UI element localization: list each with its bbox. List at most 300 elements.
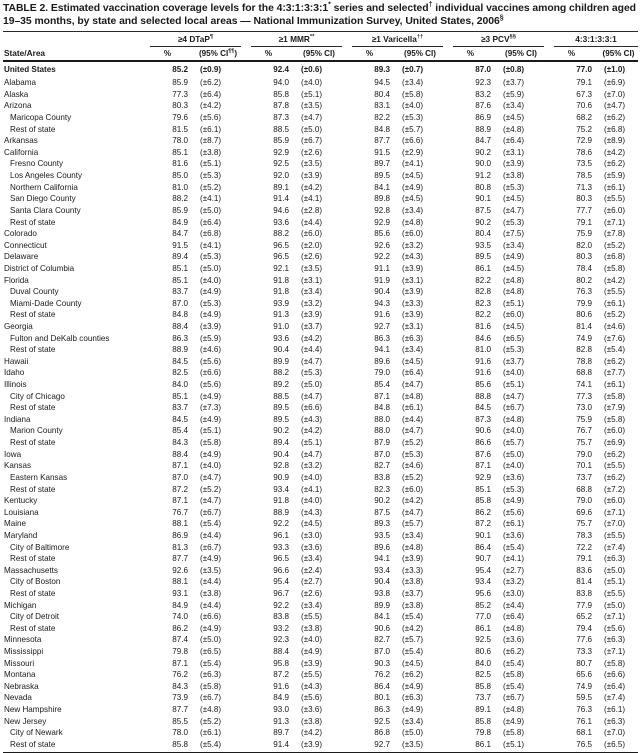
coverage-percent: 90.0 (475, 159, 491, 169)
area-name: Florida (4, 275, 29, 285)
coverage-percent: 73.0 (576, 403, 592, 413)
confidence-interval: (±3.3) (402, 298, 424, 308)
coverage-percent: 87.5 (475, 205, 491, 215)
coverage-percent: 84.9 (273, 693, 289, 703)
coverage-percent: 89.1 (475, 705, 491, 715)
coverage-percent: 87.0 (374, 647, 390, 657)
confidence-interval: (±3.6) (503, 472, 525, 482)
confidence-interval: (±4.8) (503, 623, 525, 633)
coverage-percent: 85.4 (374, 380, 390, 390)
area-name: Los Angeles County (10, 171, 82, 181)
confidence-interval: (±6.2) (604, 472, 626, 482)
area-name: Louisiana (4, 507, 39, 517)
confidence-interval: (±2.8) (301, 205, 323, 215)
coverage-percent: 89.5 (273, 403, 289, 413)
table-row (3, 565, 638, 577)
coverage-percent: 87.7 (374, 136, 390, 146)
title-footnote-marker: * (328, 1, 331, 9)
confidence-interval: (±4.0) (200, 461, 222, 471)
confidence-interval: (±4.9) (200, 287, 222, 297)
header-top-rule (3, 31, 638, 32)
confidence-interval: (±3.4) (301, 287, 323, 297)
coverage-percent: 87.2 (172, 484, 188, 494)
confidence-interval: (±3.9) (402, 287, 424, 297)
confidence-interval: (±6.4) (503, 136, 525, 146)
confidence-interval: (±5.6) (200, 356, 222, 366)
coverage-percent: 92.8 (273, 461, 289, 471)
table-row (3, 716, 638, 728)
confidence-interval: (±3.5) (301, 159, 323, 169)
coverage-percent: 80.7 (576, 658, 592, 668)
table-row (3, 507, 638, 519)
coverage-percent: 79.4 (576, 623, 592, 633)
confidence-interval: (±7.0) (604, 519, 626, 529)
coverage-percent: 92.4 (273, 64, 289, 74)
confidence-interval: (±5.4) (604, 345, 626, 355)
confidence-interval: (±6.2) (604, 159, 626, 169)
coverage-percent: 83.1 (374, 101, 390, 111)
coverage-percent: 83.6 (576, 565, 592, 575)
confidence-interval: (±3.0) (301, 530, 323, 540)
confidence-interval: (±4.1) (301, 484, 323, 494)
confidence-interval: (±5.5) (604, 530, 626, 540)
confidence-interval: (±4.2) (604, 275, 626, 285)
coverage-percent: 78.6 (576, 147, 592, 157)
confidence-interval: (±6.0) (402, 229, 424, 239)
coverage-percent: 93.5 (475, 240, 491, 250)
column-group-header (448, 34, 549, 47)
confidence-interval: (±5.1) (200, 159, 222, 169)
confidence-interval: (±4.6) (604, 321, 626, 331)
table-row (3, 100, 638, 112)
table-row (3, 309, 638, 321)
coverage-percent: 80.8 (475, 182, 491, 192)
coverage-percent: 77.6 (576, 635, 592, 645)
confidence-interval: (±3.5) (402, 739, 424, 749)
confidence-interval: (±4.0) (503, 426, 525, 436)
column-sub-header (449, 49, 550, 58)
confidence-interval: (±6.4) (604, 681, 626, 691)
confidence-interval: (±6.1) (604, 182, 626, 192)
confidence-interval: (±2.6) (301, 589, 323, 598)
coverage-percent: 80.6 (475, 647, 491, 657)
coverage-percent: 96.5 (273, 554, 289, 564)
column-group-label: ≥1 MMR** (251, 34, 342, 47)
table-row (3, 228, 638, 240)
coverage-percent: 89.5 (374, 171, 390, 181)
coverage-percent: 89.8 (374, 194, 390, 204)
confidence-interval: (±5.2) (604, 310, 626, 320)
table-row (3, 681, 638, 693)
area-name: Colorado (4, 229, 37, 239)
table-row (3, 739, 638, 751)
area-name: District of Columbia (4, 263, 75, 273)
coverage-percent: 82.0 (576, 240, 592, 250)
table-row (3, 472, 638, 484)
confidence-interval: (±3.6) (301, 542, 323, 552)
coverage-percent: 92.9 (374, 217, 390, 227)
confidence-interval: (±5.4) (503, 658, 525, 668)
area-name: United States (4, 64, 56, 74)
coverage-percent: 91.4 (273, 194, 289, 204)
area-name: Rest of state (10, 345, 56, 355)
coverage-percent: 90.2 (273, 426, 289, 436)
coverage-percent: 83.7 (172, 403, 188, 413)
coverage-percent: 87.0 (475, 64, 491, 74)
table-row (3, 437, 638, 449)
coverage-percent: 87.9 (374, 438, 390, 448)
coverage-percent: 84.8 (172, 310, 188, 320)
coverage-percent: 79.0 (374, 368, 390, 378)
confidence-interval: (±5.3) (503, 484, 525, 494)
coverage-percent: 74.9 (576, 333, 592, 343)
table-row (3, 240, 638, 252)
confidence-interval: (±4.5) (402, 658, 424, 668)
confidence-interval: (±5.4) (200, 739, 222, 749)
coverage-percent: 78.0 (172, 136, 188, 146)
confidence-interval: (±4.8) (503, 275, 525, 285)
confidence-interval: (±5.6) (200, 113, 222, 123)
confidence-interval: (±3.8) (402, 577, 424, 587)
coverage-percent: 89.3 (374, 64, 390, 74)
header-bottom-rule (3, 60, 638, 62)
confidence-interval: (±4.0) (402, 101, 424, 111)
confidence-interval: (±5.8) (604, 391, 626, 401)
confidence-interval: (±6.7) (200, 507, 222, 517)
confidence-interval: (±4.7) (402, 507, 424, 517)
confidence-interval: (±3.4) (402, 205, 424, 215)
coverage-percent: 91.6 (374, 310, 390, 320)
table-row (3, 704, 638, 716)
coverage-percent: 86.3 (374, 705, 390, 715)
coverage-percent: 77.3 (576, 391, 592, 401)
coverage-percent: 84.9 (172, 217, 188, 227)
confidence-interval: (±3.5) (301, 263, 323, 273)
confidence-interval: (±6.4) (402, 368, 424, 378)
confidence-interval: (±4.9) (503, 496, 525, 506)
coverage-percent: 81.3 (172, 542, 188, 552)
coverage-percent: 84.0 (475, 658, 491, 668)
confidence-interval: (±4.0) (503, 461, 525, 471)
coverage-percent: 81.6 (172, 159, 188, 169)
coverage-percent: 87.0 (374, 449, 390, 459)
confidence-interval: (±5.3) (503, 182, 525, 192)
coverage-percent: 92.2 (273, 600, 289, 610)
coverage-percent: 94.1 (374, 554, 390, 564)
confidence-interval: (±3.8) (402, 600, 424, 610)
coverage-percent: 75.9 (576, 414, 592, 424)
table-row (3, 530, 638, 542)
area-name: Duval County (10, 287, 59, 297)
coverage-percent: 96.5 (273, 240, 289, 250)
coverage-percent: 90.4 (273, 449, 289, 459)
coverage-percent: 75.7 (576, 519, 592, 529)
area-name: Rest of state (10, 484, 56, 494)
column-group-header (246, 34, 347, 47)
coverage-percent: 91.1 (374, 263, 390, 273)
area-name: City of Boston (10, 577, 61, 587)
confidence-interval: (±4.9) (200, 449, 222, 459)
coverage-percent: 86.8 (374, 728, 390, 738)
coverage-percent: 71.3 (576, 182, 592, 192)
confidence-interval: (±5.8) (604, 414, 626, 424)
confidence-interval: (±8.9) (604, 136, 626, 146)
confidence-interval: (±5.4) (200, 519, 222, 529)
coverage-percent: 93.0 (273, 705, 289, 715)
confidence-interval: (±3.7) (503, 78, 525, 88)
coverage-percent: 86.9 (475, 113, 491, 123)
confidence-interval: (±4.7) (301, 356, 323, 366)
table-row (3, 147, 638, 159)
confidence-interval: (±5.2) (402, 472, 424, 482)
confidence-interval: (±5.7) (503, 438, 525, 448)
confidence-interval: (±6.4) (200, 217, 222, 227)
coverage-percent: 87.6 (475, 449, 491, 459)
coverage-percent: 87.3 (273, 113, 289, 123)
coverage-percent: 65.6 (576, 670, 592, 680)
coverage-percent: 83.2 (475, 89, 491, 99)
confidence-interval: (±6.7) (200, 542, 222, 552)
percent-header: % (466, 48, 475, 58)
confidence-interval: (±3.6) (301, 705, 323, 715)
confidence-interval: (±2.7) (301, 577, 323, 587)
coverage-percent: 94.0 (273, 78, 289, 88)
confidence-interval: (±4.9) (503, 252, 525, 262)
coverage-percent: 81.0 (475, 345, 491, 355)
confidence-interval: (±4.7) (301, 113, 323, 123)
coverage-percent: 89.4 (273, 438, 289, 448)
coverage-percent: 59.5 (576, 693, 592, 703)
coverage-percent: 90.6 (475, 426, 491, 436)
coverage-percent: 91.5 (172, 240, 188, 250)
area-name: Fulton and DeKalb counties (10, 333, 110, 343)
confidence-interval: (±2.0) (301, 240, 323, 250)
confidence-interval: (±4.5) (402, 356, 424, 366)
coverage-percent: 83.8 (576, 589, 592, 598)
confidence-interval: (±4.0) (301, 472, 323, 482)
coverage-percent: 90.3 (374, 658, 390, 668)
confidence-interval: (±6.3) (402, 693, 424, 703)
coverage-percent: 84.9 (172, 600, 188, 610)
coverage-percent: 82.8 (576, 345, 592, 355)
area-name: Kansas (4, 461, 31, 471)
confidence-interval: (±5.8) (604, 263, 626, 273)
table-row (3, 460, 638, 472)
coverage-percent: 84.0 (172, 380, 188, 390)
coverage-percent: 84.8 (374, 124, 390, 134)
confidence-interval: (±6.3) (402, 333, 424, 343)
coverage-percent: 87.1 (374, 391, 390, 401)
coverage-percent: 88.4 (172, 449, 188, 459)
area-name: Eastern Kansas (10, 472, 68, 482)
confidence-interval: (±6.6) (604, 670, 626, 680)
coverage-percent: 96.1 (273, 530, 289, 540)
coverage-percent: 85.6 (374, 229, 390, 239)
ci-header: (95% CI) (404, 48, 436, 58)
confidence-interval: (±4.9) (200, 554, 222, 564)
confidence-interval: (±6.5) (200, 647, 222, 657)
coverage-percent: 92.8 (374, 205, 390, 215)
state-area-header: State/Area (4, 47, 46, 58)
confidence-interval: (±6.7) (503, 403, 525, 413)
percent-header: % (264, 48, 273, 58)
coverage-percent: 93.4 (273, 484, 289, 494)
confidence-interval: (±6.2) (604, 449, 626, 459)
area-name: Nevada (4, 693, 32, 703)
confidence-interval: (±5.5) (604, 287, 626, 297)
coverage-percent: 95.8 (273, 658, 289, 668)
confidence-interval: (±5.2) (200, 716, 222, 726)
coverage-percent: 93.4 (374, 565, 390, 575)
confidence-interval: (±4.3) (301, 681, 323, 691)
confidence-interval: (±3.7) (301, 321, 323, 331)
coverage-percent: 90.4 (374, 577, 390, 587)
coverage-percent: 92.6 (374, 240, 390, 250)
confidence-interval: (±3.9) (503, 159, 525, 169)
table-row (3, 727, 638, 739)
column-group-header (347, 34, 448, 47)
confidence-interval: (±5.1) (301, 89, 323, 99)
area-name: Nebraska (4, 681, 39, 691)
confidence-interval: (±0.8) (503, 64, 525, 74)
table-row (3, 64, 638, 76)
confidence-interval: (±6.3) (604, 635, 626, 645)
confidence-interval: (±6.0) (604, 426, 626, 436)
column-group-label: ≥3 PCV§§ (453, 34, 544, 47)
confidence-interval: (±7.8) (604, 229, 626, 239)
confidence-interval: (±5.3) (503, 217, 525, 227)
coverage-percent: 75.9 (576, 229, 592, 239)
coverage-percent: 88.0 (374, 414, 390, 424)
area-name: Rest of state (10, 310, 56, 320)
coverage-percent: 84.3 (172, 438, 188, 448)
confidence-interval: (±4.4) (402, 414, 424, 424)
table-row (3, 124, 638, 136)
column-group-header (549, 34, 640, 47)
confidence-interval: (±5.7) (402, 124, 424, 134)
coverage-percent: 79.1 (576, 78, 592, 88)
coverage-percent: 87.6 (475, 101, 491, 111)
coverage-percent: 87.7 (172, 705, 188, 715)
area-name: Massachusetts (4, 565, 58, 575)
confidence-interval: (±5.8) (604, 658, 626, 668)
coverage-percent: 88.1 (172, 577, 188, 587)
area-name: Illinois (4, 380, 27, 390)
coverage-percent: 84.5 (172, 356, 188, 366)
confidence-interval: (±6.1) (604, 380, 626, 390)
area-name: Minnesota (4, 635, 42, 645)
confidence-interval: (±4.7) (301, 391, 323, 401)
confidence-interval: (±6.0) (604, 496, 626, 506)
coverage-percent: 82.2 (374, 113, 390, 123)
confidence-interval: (±5.1) (200, 426, 222, 436)
coverage-percent: 73.9 (172, 693, 188, 703)
confidence-interval: (±2.6) (301, 147, 323, 157)
ci-header: (95% CI¶¶) (198, 48, 238, 58)
table-row (3, 356, 638, 368)
table-row (3, 588, 638, 600)
coverage-percent: 88.8 (475, 391, 491, 401)
table-row (3, 182, 638, 194)
coverage-percent: 70.1 (576, 461, 592, 471)
confidence-interval: (±6.2) (503, 647, 525, 657)
confidence-interval: (±4.0) (301, 78, 323, 88)
confidence-interval: (±7.2) (604, 484, 626, 494)
coverage-percent: 78.4 (576, 263, 592, 273)
coverage-percent: 91.3 (273, 310, 289, 320)
confidence-interval: (±4.8) (503, 414, 525, 424)
coverage-percent: 85.1 (475, 484, 491, 494)
confidence-interval: (±3.6) (503, 530, 525, 540)
coverage-percent: 96.5 (273, 252, 289, 262)
confidence-interval: (±4.7) (301, 449, 323, 459)
coverage-percent: 92.9 (475, 472, 491, 482)
coverage-percent: 88.9 (475, 124, 491, 134)
coverage-percent: 90.2 (475, 217, 491, 227)
confidence-interval: (±6.1) (402, 403, 424, 413)
confidence-interval: (±7.7) (604, 368, 626, 378)
confidence-interval: (±4.9) (200, 623, 222, 633)
confidence-interval: (±6.7) (301, 136, 323, 146)
coverage-percent: 79.0 (576, 496, 592, 506)
coverage-percent: 78.5 (576, 171, 592, 181)
coverage-percent: 81.6 (475, 321, 491, 331)
coverage-percent: 93.2 (273, 623, 289, 633)
confidence-interval: (±4.9) (301, 647, 323, 657)
coverage-percent: 85.8 (475, 681, 491, 691)
confidence-interval: (±4.2) (402, 496, 424, 506)
coverage-percent: 74.9 (576, 681, 592, 691)
confidence-interval: (±4.4) (200, 600, 222, 610)
coverage-percent: 75.2 (576, 124, 592, 134)
coverage-percent: 84.7 (475, 136, 491, 146)
confidence-interval: (±6.8) (604, 252, 626, 262)
coverage-percent: 88.2 (172, 194, 188, 204)
title-footnote-marker: § (499, 14, 504, 22)
coverage-percent: 93.3 (273, 542, 289, 552)
coverage-percent: 82.3 (374, 484, 390, 494)
coverage-percent: 82.2 (475, 310, 491, 320)
confidence-interval: (±3.2) (301, 461, 323, 471)
coverage-percent: 72.9 (576, 136, 592, 146)
coverage-percent: 76.2 (172, 670, 188, 680)
coverage-percent: 91.6 (273, 681, 289, 691)
coverage-percent: 74.0 (172, 612, 188, 622)
confidence-interval: (±3.7) (402, 589, 424, 598)
coverage-percent: 91.8 (273, 287, 289, 297)
coverage-percent: 92.2 (273, 519, 289, 529)
coverage-percent: 76.3 (576, 705, 592, 715)
coverage-percent: 85.8 (273, 89, 289, 99)
area-name: Fresno County (10, 159, 64, 169)
confidence-interval: (±4.3) (301, 507, 323, 517)
ci-header: (95% CI) (505, 48, 537, 58)
coverage-percent: 86.2 (475, 507, 491, 517)
table-row (3, 553, 638, 565)
coverage-percent: 68.8 (576, 484, 592, 494)
confidence-interval: (±3.4) (402, 78, 424, 88)
coverage-percent: 94.1 (374, 345, 390, 355)
table-row (3, 611, 638, 623)
coverage-percent: 85.1 (172, 147, 188, 157)
confidence-interval: (±4.2) (301, 333, 323, 343)
confidence-interval: (±5.6) (604, 623, 626, 633)
table-row (3, 217, 638, 229)
table-row (3, 484, 638, 496)
coverage-percent: 72.2 (576, 542, 592, 552)
confidence-interval: (±3.1) (402, 275, 424, 285)
coverage-percent: 89.9 (374, 600, 390, 610)
